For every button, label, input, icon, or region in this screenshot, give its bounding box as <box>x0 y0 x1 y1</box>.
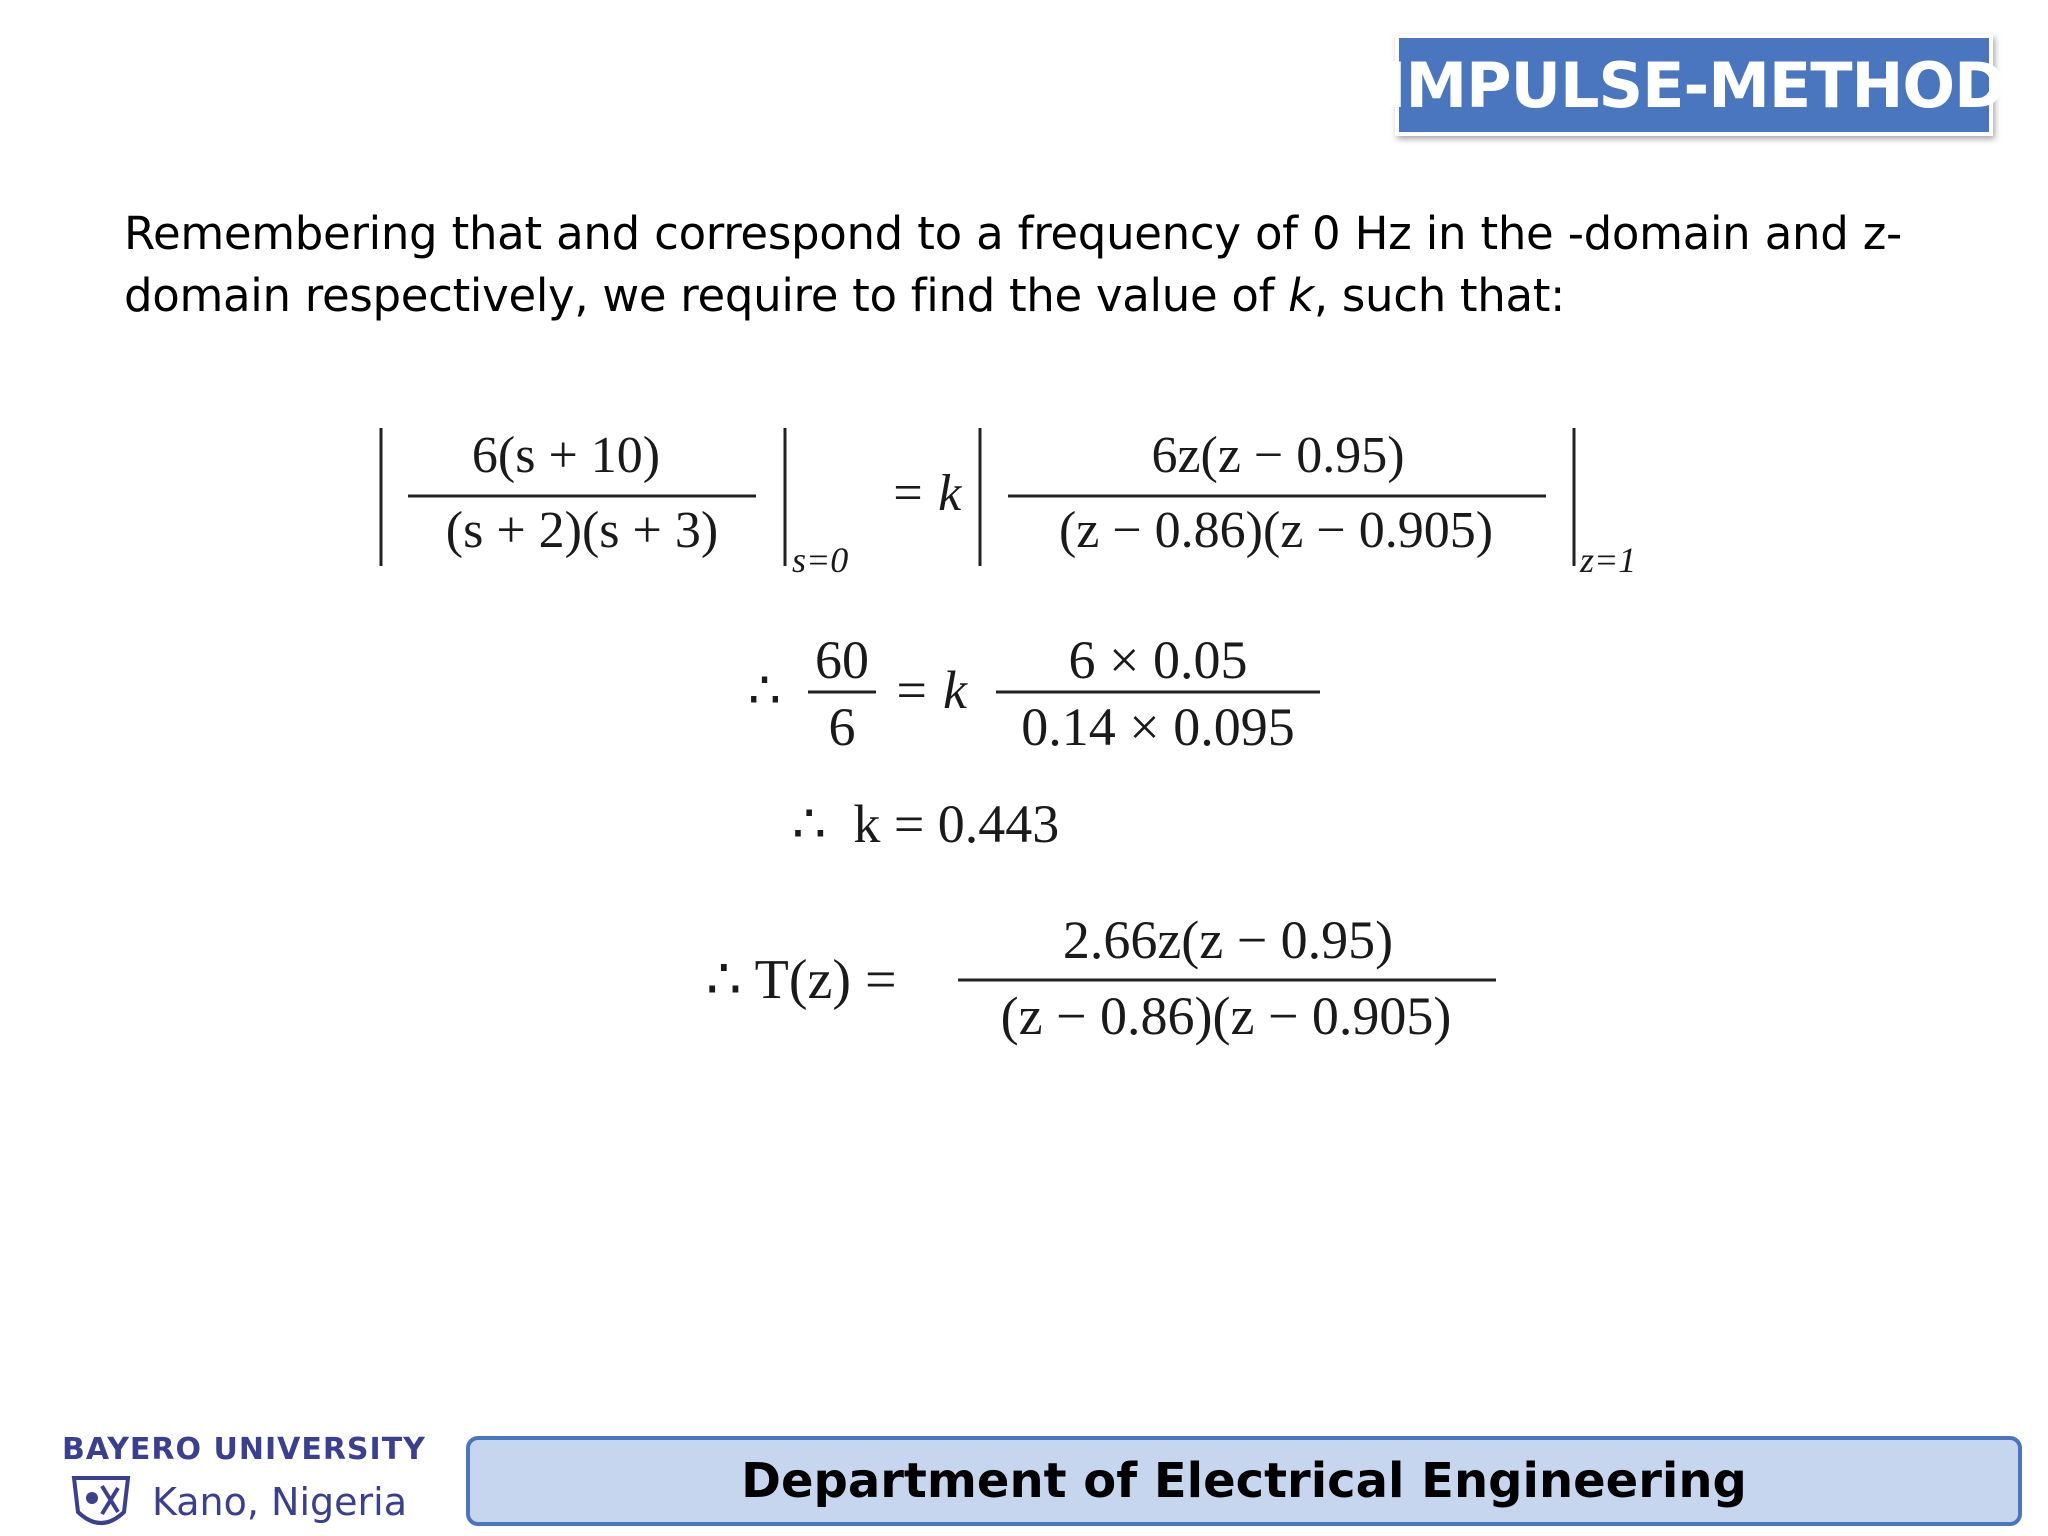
equation-4 <box>706 910 1496 1046</box>
eq1-equals-k: = k <box>890 465 962 522</box>
paragraph-variable-k: k <box>1288 269 1314 322</box>
logo-university-name: BAYERO UNIVERSITY <box>62 1432 426 1467</box>
paragraph-text-2: , such that: <box>1313 269 1565 322</box>
footer-department-box <box>466 1436 2022 1526</box>
eq4-lhs: ∴ T(z) = <box>706 949 897 1011</box>
eq1-lhs-denominator: (s + 2)(s + 3) <box>445 502 719 559</box>
logo-location: Kano, Nigeria <box>152 1480 407 1524</box>
eq4-numerator: 2.66z(z − 0.95) <box>1062 910 1394 970</box>
footer-department-text: Department of Electrical Engineering <box>741 1453 1747 1509</box>
eq1-rhs-denominator: (z − 0.86)(z − 0.905) <box>1058 502 1494 559</box>
equation-1 <box>381 427 1636 580</box>
eq1-rhs-numerator: 6z(z − 0.95) <box>1151 427 1405 484</box>
eq1-lhs-eval: s=0 <box>792 540 849 580</box>
eq2-lhs-numerator: 60 <box>815 630 869 690</box>
university-logo <box>60 1430 460 1530</box>
equation-2 <box>748 630 1320 757</box>
paragraph-text-1: Remembering that and correspond to a frequency of 0 Hz in the -domain and z-domain respectively, we require to find the value of <box>124 207 1902 322</box>
eq2-rhs-denominator: 0.14 × 0.095 <box>1021 697 1295 757</box>
eq2-equals-k: = k <box>893 660 967 720</box>
eq3-text: ∴ k = 0.443 <box>792 794 1060 854</box>
eq4-denominator: (z − 0.86)(z − 0.905) <box>1000 986 1452 1046</box>
eq1-rhs-eval: z=1 <box>1580 540 1637 580</box>
eq2-rhs-numerator: 6 × 0.05 <box>1068 630 1248 690</box>
eq2-therefore: ∴ <box>748 663 782 720</box>
eq1-lhs-numerator: 6(s + 10) <box>471 427 661 484</box>
equation-3 <box>792 794 1059 854</box>
slide-title: IMPULSE-METHOD <box>1383 48 2005 122</box>
crest-icon <box>68 1472 134 1534</box>
eq2-lhs-denominator: 6 <box>828 697 856 757</box>
